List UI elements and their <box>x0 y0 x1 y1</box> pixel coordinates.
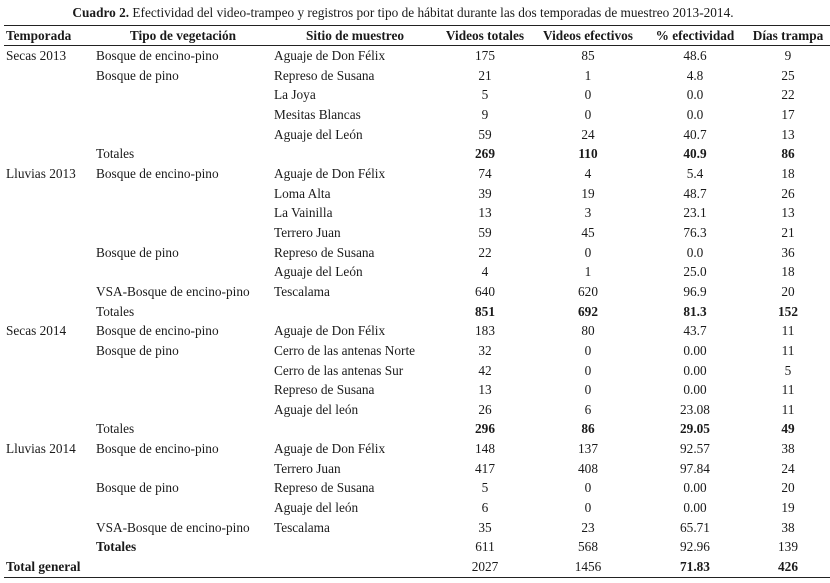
header-temporada: Temporada <box>4 26 94 46</box>
table-row <box>4 125 830 145</box>
cell-sitio-muestreo: Cerro de las antenas Sur <box>274 362 404 378</box>
cell-efectividad: 0.0 <box>686 106 704 122</box>
table-row <box>4 85 830 105</box>
table-row <box>4 243 830 263</box>
cell-temporada <box>4 400 94 420</box>
cell-dias-trampa: 19 <box>781 500 795 516</box>
cell-dias-trampa: 11 <box>781 382 795 398</box>
cell-dias-trampa: 20 <box>781 283 795 299</box>
cell-temporada <box>4 223 94 243</box>
cell-dias-trampa: 11 <box>781 323 795 339</box>
cell-efectividad: 48.6 <box>683 48 707 63</box>
cell-tipo-vegetacion <box>94 262 272 282</box>
cell-dias-trampa: 22 <box>781 87 795 103</box>
cell-videos-efectivos: 3 <box>584 205 592 221</box>
cell-temporada <box>4 85 94 105</box>
cell-sitio-muestreo: Aguaje del león <box>274 401 359 417</box>
cell-videos-efectivos: 1 <box>584 264 592 280</box>
table-body <box>4 46 830 578</box>
cell-videos-efectivos: 45 <box>581 224 595 240</box>
cell-sitio-muestreo <box>272 557 438 577</box>
cell-videos-totales: 21 <box>478 67 492 83</box>
cell-sitio-muestreo: Represo de Susana <box>274 67 375 83</box>
cell-dias-trampa: 18 <box>781 165 795 181</box>
cell-videos-efectivos: 0 <box>584 480 592 496</box>
cell-temporada <box>4 341 94 361</box>
cell-dias-trampa: 26 <box>781 185 795 201</box>
cell-sitio-muestreo: Terrero Juan <box>274 224 341 240</box>
cell-efectividad: 0.0 <box>686 87 704 103</box>
table-row <box>4 478 830 498</box>
cell-temporada <box>4 243 94 263</box>
cell-videos-efectivos: 137 <box>578 441 598 457</box>
cell-sitio-muestreo: La Vainilla <box>274 205 333 221</box>
cell-videos-totales: 640 <box>475 283 495 299</box>
cell-temporada <box>4 66 94 86</box>
cell-videos-totales: 13 <box>478 382 492 398</box>
cell-videos-totales: 4 <box>481 264 489 280</box>
totals-row <box>4 419 830 439</box>
cell-videos-efectivos: 4 <box>584 165 592 181</box>
cell-dias-trampa: 13 <box>781 126 795 142</box>
header-sitio-muestreo: Sitio de muestreo <box>272 26 438 46</box>
table-row <box>4 498 830 518</box>
cell-videos-efectivos: 0 <box>584 106 592 122</box>
cell-temporada: Lluvias 2014 <box>6 441 76 457</box>
cell-videos-totales: 417 <box>475 460 495 476</box>
cell-efectividad: 0.00 <box>683 382 707 398</box>
cell-efectividad: 81.3 <box>683 303 707 319</box>
cell-videos-efectivos: 85 <box>581 48 595 63</box>
cell-efectividad: 43.7 <box>683 323 707 339</box>
cell-videos-efectivos: 1 <box>584 67 592 83</box>
cell-tipo-vegetacion <box>94 361 272 381</box>
cell-videos-totales: 35 <box>478 519 492 535</box>
header-videos-totales: Videos totales <box>438 26 532 46</box>
cell-videos-totales: 39 <box>478 185 492 201</box>
table-row <box>4 400 830 420</box>
cell-videos-efectivos: 568 <box>578 539 598 555</box>
cell-videos-totales: 32 <box>478 342 492 358</box>
cell-dias-trampa: 11 <box>781 342 795 358</box>
cell-efectividad: 25.0 <box>683 264 707 280</box>
cell-efectividad: 71.83 <box>644 557 746 577</box>
cell-videos-totales: 5 <box>481 480 489 496</box>
cell-tipo-vegetacion <box>94 203 272 223</box>
cell-dias-trampa: 49 <box>781 421 795 437</box>
cell-videos-totales: 26 <box>478 401 492 417</box>
cell-tipo-vegetacion: Totales <box>96 539 137 555</box>
cell-videos-totales: 5 <box>481 87 489 103</box>
cell-dias-trampa: 38 <box>781 441 795 457</box>
cell-sitio-muestreo: Aguaje de Don Félix <box>274 323 386 339</box>
cell-sitio-muestreo: Aguaje de Don Félix <box>274 441 386 457</box>
table-row <box>4 518 830 538</box>
cell-dias-trampa: 139 <box>778 539 798 555</box>
cell-efectividad: 0.00 <box>683 500 707 516</box>
cell-tipo-vegetacion <box>94 223 272 243</box>
cell-efectividad: 23.08 <box>680 401 710 417</box>
totals-row <box>4 144 830 164</box>
table-row <box>4 321 830 341</box>
cell-videos-totales: 2027 <box>438 557 532 577</box>
table-row <box>4 361 830 381</box>
table-row <box>4 282 830 302</box>
cell-sitio-muestreo: Represo de Susana <box>274 480 375 496</box>
cell-efectividad: 4.8 <box>686 67 704 83</box>
cell-dias-trampa: 152 <box>778 303 798 319</box>
cell-tipo-vegetacion: Totales <box>96 421 135 437</box>
totals-row <box>4 302 830 322</box>
cell-sitio-muestreo <box>272 419 438 439</box>
cell-temporada <box>4 203 94 223</box>
cell-sitio-muestreo: Aguaje de Don Félix <box>274 48 386 63</box>
cell-efectividad: 76.3 <box>683 224 707 240</box>
cell-efectividad: 40.9 <box>683 146 707 162</box>
cell-videos-totales: 42 <box>478 362 492 378</box>
cell-tipo-vegetacion: Totales <box>96 303 135 319</box>
cell-videos-efectivos: 6 <box>584 401 592 417</box>
cell-sitio-muestreo: Aguaje de Don Félix <box>274 165 386 181</box>
cell-dias-trampa: 86 <box>781 146 795 162</box>
cell-dias-trampa: 426 <box>746 557 830 577</box>
cell-videos-efectivos: 0 <box>584 342 592 358</box>
caption-text: Efectividad del video-trampeo y registros por tipo de hábitat durante las dos temporadas de muestreo 2013-2014. <box>129 5 734 20</box>
table-row <box>4 223 830 243</box>
cell-sitio-muestreo: Represo de Susana <box>274 382 375 398</box>
cell-efectividad: 0.00 <box>683 480 707 496</box>
cell-videos-efectivos: 80 <box>581 323 595 339</box>
table-row <box>4 164 830 184</box>
cell-sitio-muestreo <box>272 144 438 164</box>
table-row <box>4 380 830 400</box>
cell-efectividad: 23.1 <box>683 205 707 221</box>
cell-videos-totales: 175 <box>475 48 495 63</box>
totals-row <box>4 537 830 557</box>
cell-videos-efectivos: 1456 <box>532 557 644 577</box>
cell-videos-efectivos: 692 <box>578 303 598 319</box>
header-tipo-vegetacion: Tipo de vegetación <box>94 26 272 46</box>
cell-temporada <box>4 459 94 479</box>
cell-videos-efectivos: 23 <box>581 519 595 535</box>
cell-efectividad: 92.96 <box>680 539 710 555</box>
cell-efectividad: 29.05 <box>680 421 710 437</box>
header-dias-trampa: Días trampa <box>746 26 830 46</box>
cell-temporada: Total general <box>4 557 94 577</box>
cell-videos-totales: 183 <box>475 323 495 339</box>
table-row <box>4 439 830 459</box>
cell-videos-totales: 296 <box>475 421 495 437</box>
cell-tipo-vegetacion: Bosque de encino-pino <box>96 165 219 181</box>
cell-dias-trampa: 11 <box>781 401 795 417</box>
cell-videos-efectivos: 0 <box>584 87 592 103</box>
header-videos-efectivos: Videos efectivos <box>532 26 644 46</box>
cell-tipo-vegetacion <box>94 400 272 420</box>
cell-sitio-muestreo: Aguaje del león <box>274 500 359 516</box>
cell-efectividad: 48.7 <box>683 185 707 201</box>
cell-dias-trampa: 13 <box>781 205 795 221</box>
table-caption <box>0 4 806 22</box>
cell-temporada <box>4 302 94 322</box>
cell-videos-totales: 22 <box>478 244 492 260</box>
cell-tipo-vegetacion <box>94 85 272 105</box>
cell-dias-trampa: 18 <box>781 264 795 280</box>
cell-videos-totales: 611 <box>475 539 495 555</box>
cell-temporada: Secas 2013 <box>6 48 67 63</box>
cell-temporada <box>4 380 94 400</box>
cell-sitio-muestreo: Terrero Juan <box>274 460 341 476</box>
cell-tipo-vegetacion: Totales <box>96 146 135 162</box>
cell-videos-efectivos: 24 <box>581 126 595 142</box>
cell-videos-totales: 74 <box>478 165 492 181</box>
cell-videos-totales: 59 <box>478 126 492 142</box>
cell-videos-totales: 851 <box>475 303 495 319</box>
table-row <box>4 184 830 204</box>
table-row <box>4 262 830 282</box>
cell-sitio-muestreo: Tescalama <box>274 519 330 535</box>
table-row <box>4 203 830 223</box>
cell-dias-trampa: 24 <box>781 460 795 476</box>
cell-dias-trampa: 9 <box>784 48 792 63</box>
cell-temporada <box>4 518 94 538</box>
cell-tipo-vegetacion: Bosque de encino-pino <box>96 48 219 63</box>
cell-dias-trampa: 17 <box>781 106 795 122</box>
table-row <box>4 105 830 125</box>
header-efectividad: % efectividad <box>644 26 746 46</box>
cell-videos-efectivos: 620 <box>578 283 598 299</box>
cell-dias-trampa: 21 <box>781 224 795 240</box>
cell-sitio-muestreo: Represo de Susana <box>274 244 375 260</box>
table-row <box>4 66 830 86</box>
cell-tipo-vegetacion: VSA-Bosque de encino-pino <box>96 283 250 299</box>
cell-dias-trampa: 36 <box>781 244 795 260</box>
cell-temporada <box>4 125 94 145</box>
cell-dias-trampa: 20 <box>781 480 795 496</box>
cell-videos-efectivos: 408 <box>578 460 598 476</box>
cell-tipo-vegetacion <box>94 380 272 400</box>
cell-efectividad: 0.00 <box>683 342 707 358</box>
table-row <box>4 341 830 361</box>
cell-efectividad: 65.71 <box>680 519 710 535</box>
caption-label: Cuadro 2. <box>72 5 130 20</box>
header-row <box>4 26 830 46</box>
cell-tipo-vegetacion <box>94 459 272 479</box>
cell-temporada <box>4 498 94 518</box>
cell-tipo-vegetacion: Bosque de pino <box>96 244 179 260</box>
cell-videos-totales: 9 <box>481 106 489 122</box>
cell-efectividad: 96.9 <box>683 283 707 299</box>
cell-efectividad: 92.57 <box>680 441 710 457</box>
cell-videos-efectivos: 19 <box>581 185 595 201</box>
table-row <box>4 46 830 66</box>
cell-sitio-muestreo <box>272 537 438 557</box>
cell-tipo-vegetacion <box>94 184 272 204</box>
cell-videos-totales: 59 <box>478 224 492 240</box>
cell-sitio-muestreo: La Joya <box>274 87 316 103</box>
cell-sitio-muestreo: Mesitas Blancas <box>274 106 361 122</box>
cell-tipo-vegetacion: Bosque de encino-pino <box>96 441 219 457</box>
cell-dias-trampa: 38 <box>781 519 795 535</box>
cell-temporada <box>4 282 94 302</box>
cell-sitio-muestreo <box>272 302 438 322</box>
cell-efectividad: 5.4 <box>686 165 704 181</box>
cell-sitio-muestreo: Tescalama <box>274 283 330 299</box>
table-row <box>4 459 830 479</box>
cell-tipo-vegetacion <box>94 498 272 518</box>
cell-temporada <box>4 184 94 204</box>
cell-videos-efectivos: 86 <box>581 421 595 437</box>
cell-videos-efectivos: 0 <box>584 382 592 398</box>
cell-videos-totales: 148 <box>475 441 495 457</box>
cell-dias-trampa: 25 <box>781 67 795 83</box>
cell-tipo-vegetacion: VSA-Bosque de encino-pino <box>96 519 250 535</box>
cell-efectividad: 97.84 <box>680 460 710 476</box>
cell-tipo-vegetacion: Bosque de encino-pino <box>96 323 219 339</box>
cell-temporada: Secas 2014 <box>6 323 67 339</box>
cell-temporada: Lluvias 2013 <box>6 165 76 181</box>
cell-temporada <box>4 537 94 557</box>
cell-temporada <box>4 361 94 381</box>
cell-sitio-muestreo: Cerro de las antenas Norte <box>274 342 416 358</box>
cell-temporada <box>4 144 94 164</box>
cell-sitio-muestreo: Aguaje del León <box>274 264 363 280</box>
cell-tipo-vegetacion <box>94 557 272 577</box>
cell-videos-totales: 13 <box>478 205 492 221</box>
cell-videos-efectivos: 0 <box>584 500 592 516</box>
cell-tipo-vegetacion: Bosque de pino <box>96 67 179 83</box>
totals-row <box>4 557 830 577</box>
cell-tipo-vegetacion: Bosque de pino <box>96 342 179 358</box>
cell-temporada <box>4 262 94 282</box>
cell-videos-efectivos: 110 <box>578 146 598 162</box>
cell-tipo-vegetacion <box>94 105 272 125</box>
cell-efectividad: 0.0 <box>686 244 704 260</box>
effectiveness-table <box>4 25 830 578</box>
cell-efectividad: 40.7 <box>683 126 707 142</box>
cell-videos-efectivos: 0 <box>584 362 592 378</box>
cell-efectividad: 0.00 <box>683 362 707 378</box>
cell-temporada <box>4 419 94 439</box>
cell-videos-efectivos: 0 <box>584 244 592 260</box>
cell-sitio-muestreo: Aguaje del León <box>274 126 363 142</box>
cell-dias-trampa: 5 <box>784 362 792 378</box>
cell-temporada <box>4 478 94 498</box>
cell-videos-totales: 269 <box>475 146 495 162</box>
cell-tipo-vegetacion <box>94 125 272 145</box>
cell-temporada <box>4 105 94 125</box>
cell-tipo-vegetacion: Bosque de pino <box>96 480 179 496</box>
cell-sitio-muestreo: Loma Alta <box>274 185 331 201</box>
cell-videos-totales: 6 <box>481 500 489 516</box>
